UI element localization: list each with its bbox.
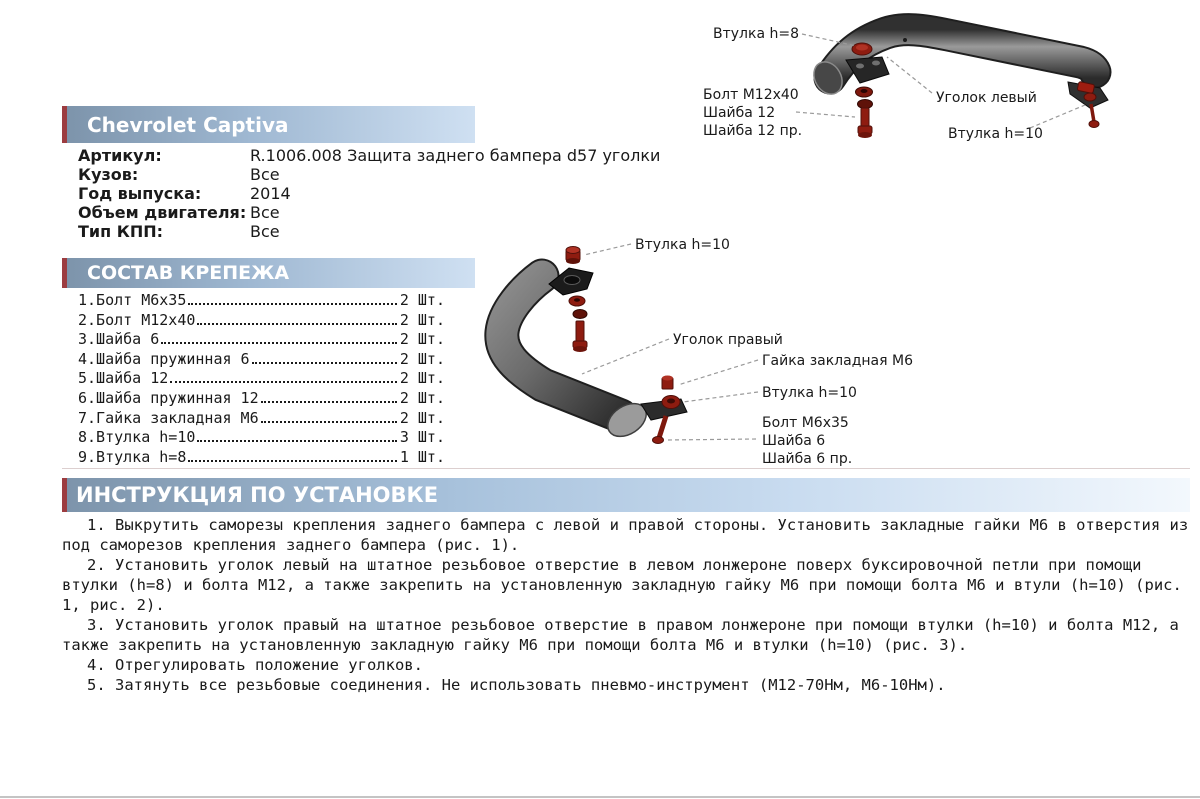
- dot-leader: [188, 460, 396, 462]
- label-bushing-h8: Втулка h=8: [713, 26, 799, 42]
- spec-row-engine: [78, 203, 698, 222]
- spec-label: Год выпуска:: [78, 184, 202, 203]
- leader-line: [678, 360, 758, 385]
- part-qty: 2 Шт.: [399, 330, 445, 349]
- dot-leader: [261, 401, 397, 403]
- instruction-steps: [62, 515, 1192, 695]
- page-bottom-rule: [0, 796, 1200, 798]
- dot-leader: [197, 440, 396, 442]
- label-bolt-m6: Болт М6х35: [762, 415, 849, 431]
- part-qty: 3 Шт.: [399, 428, 445, 447]
- part-qty: 2 Шт.: [399, 388, 445, 407]
- label-washer-6: Шайба 6: [762, 433, 826, 449]
- label-bushing-h10-top: Втулка h=10: [635, 237, 730, 253]
- step-3: 3. Установить уголок правый на штатное резьбовое отверстие в правом лонжероне при помощи втулки (h=10) и болта М12, а также закрепить на установленную закладную гайку М6 при помощи болта М6 и втулки (h=10) (рис. 3).: [62, 616, 1179, 654]
- install-title-bar: [62, 478, 1190, 512]
- figure-right-corner: [485, 222, 913, 472]
- leader-line: [683, 392, 758, 402]
- dot-leader: [252, 362, 397, 364]
- leader-line: [584, 244, 631, 255]
- part-qty: 2 Шт.: [399, 349, 445, 368]
- model-title-bar: [62, 106, 475, 143]
- rivet-nut-part: [662, 376, 673, 390]
- spec-row-article: [78, 146, 698, 165]
- part-qty: 2 Шт.: [399, 291, 445, 309]
- spec-label: Артикул:: [78, 146, 162, 165]
- spec-value: Все: [250, 165, 280, 184]
- label-corner-left: Уголок левый: [936, 90, 1037, 106]
- label-bolt-m12: Болт М12х40: [703, 87, 799, 103]
- hardware-title-bar: [62, 258, 475, 288]
- part-qty: 1 Шт.: [399, 447, 445, 466]
- step-2: 2. Установить уголок левый на штатное резьбовое отверстие в левом лонжероне поверх буксировочной петли при помощи втулки (h=8) и болта М12, а также закрепить на установленную закладную гайку М6 при помощи болта М6 и втули (h=10) (рис. 1, рис. 2).: [62, 556, 1182, 614]
- install-title: ИНСТРУКЦИЯ ПО УСТАНОВКЕ: [76, 483, 439, 507]
- spec-value: 2014: [250, 184, 291, 203]
- label-rivet-nut: Гайка закладная М6: [762, 353, 913, 369]
- page-title: Chevrolet Captiva: [87, 112, 289, 137]
- spec-value: Все: [250, 203, 280, 222]
- right-end-bracket: [1068, 81, 1108, 127]
- part-name: 1.Болт М6х35: [78, 291, 187, 309]
- step-1: 1. Выкрутить саморезы крепления заднего бампера с левой и правой стороны. Установить закладные гайки М6 в отверстия из под саморезов крепления заднего бампера (рис. 1).: [62, 516, 1189, 554]
- part-row: [78, 409, 445, 429]
- step-4: 4. Отрегулировать положение уголков.: [87, 656, 423, 674]
- part-qty: 2 Шт.: [399, 408, 445, 427]
- part-row: [78, 311, 445, 331]
- spec-value: Все: [250, 222, 280, 241]
- step-5: 5. Затянуть все резьбовые соединения. Не использовать пневмо-инструмент (М12-70Нм, М6-10Нм).: [87, 676, 946, 694]
- leader-line: [667, 439, 756, 440]
- bushing-h10-bottom-part: [662, 396, 680, 409]
- leader-line: [887, 57, 932, 93]
- hardware-title: СОСТАВ КРЕПЕЖА: [87, 262, 290, 284]
- part-name: 2.Болт М12х40: [78, 310, 196, 329]
- spec-row-year: [78, 184, 698, 203]
- label-bushing-h10-bottom: Втулка h=10: [762, 385, 857, 401]
- bushing-h8-part: [852, 43, 872, 55]
- part-name: 4.Шайба пружинная 6: [78, 349, 250, 368]
- part-row: [78, 369, 445, 389]
- part-row: [78, 448, 445, 468]
- dot-leader: [188, 303, 396, 305]
- part-name: 9.Втулка h=8: [78, 447, 187, 466]
- leader-line: [796, 112, 855, 117]
- label-corner-right: Уголок правый: [673, 332, 783, 348]
- dot-leader: [170, 381, 397, 383]
- hardware-list: [78, 291, 445, 467]
- dot-leader: [197, 323, 396, 325]
- label-washer-6-spring: Шайба 6 пр.: [762, 451, 853, 467]
- label-washer-12: Шайба 12: [703, 105, 776, 121]
- part-row: [78, 291, 445, 311]
- bushing-h10-top-part: [566, 247, 580, 265]
- label-washer-12-spring: Шайба 12 пр.: [703, 123, 803, 139]
- part-qty: 2 Шт.: [399, 369, 445, 388]
- part-name: 5.Шайба 12: [78, 369, 169, 388]
- spec-label: Тип КПП:: [78, 222, 164, 241]
- spec-value: R.1006.008 Защита заднего бампера d57 уголки: [250, 146, 661, 165]
- bolt-m12-part: [856, 87, 873, 138]
- leader-line: [582, 339, 669, 374]
- part-qty: 2 Шт.: [399, 310, 445, 329]
- part-name: 7.Гайка закладная М6: [78, 408, 259, 427]
- bolt-m6-part: [653, 416, 667, 444]
- part-name: 6.Шайба пружинная 12: [78, 388, 259, 407]
- part-row: [78, 330, 445, 350]
- part-row: [78, 389, 445, 409]
- label-bushing-h10: Втулка h=10: [948, 126, 1043, 142]
- dot-leader: [261, 421, 397, 423]
- figure-left-corner: [690, 0, 1200, 168]
- leader-line: [1030, 105, 1085, 128]
- part-name: 3.Шайба 6: [78, 330, 160, 349]
- dot-leader: [161, 342, 397, 344]
- spec-label: Кузов:: [78, 165, 139, 184]
- part-row: [78, 428, 445, 448]
- spec-row-body: [78, 165, 698, 184]
- left-end-bracket: [846, 57, 889, 83]
- part-row: [78, 350, 445, 370]
- spec-label: Объем двигателя:: [78, 203, 247, 222]
- bolt-m12-part-2: [569, 296, 587, 352]
- part-name: 8.Втулка h=10: [78, 428, 196, 447]
